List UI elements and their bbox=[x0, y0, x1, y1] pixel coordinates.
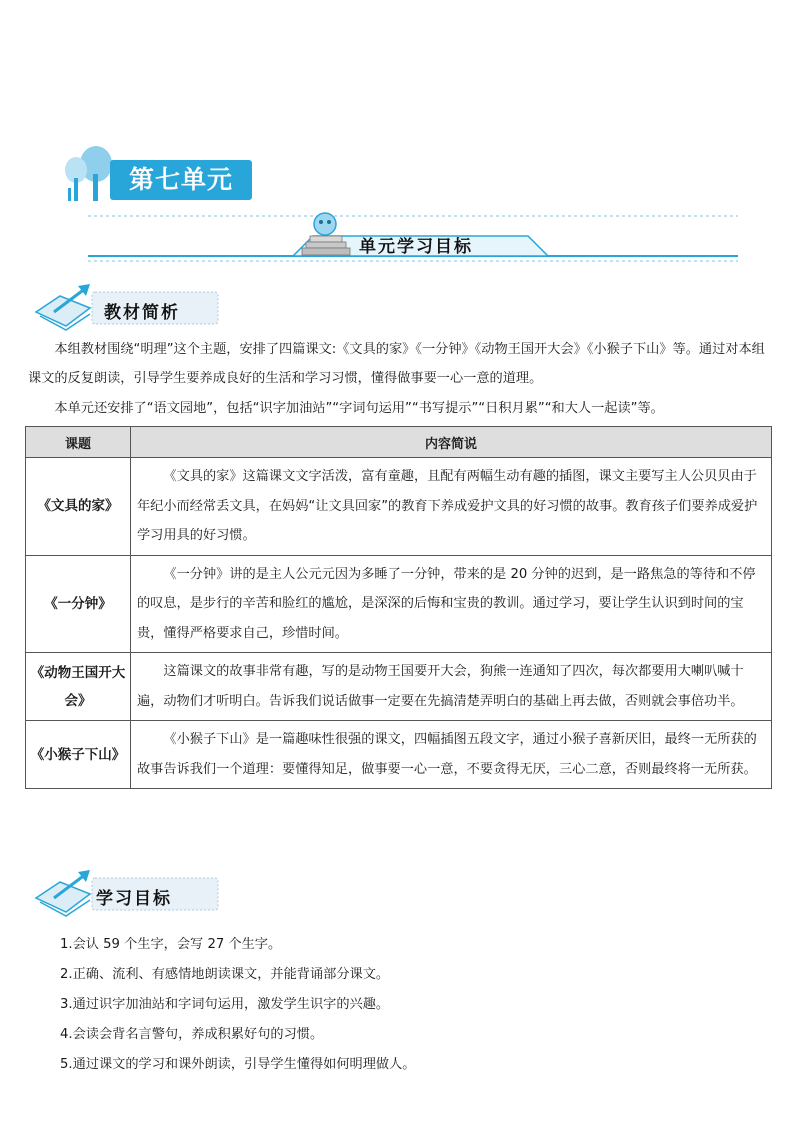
goal-item: 4.会读会背名言警句，养成积累好句的习惯。 bbox=[60, 1027, 324, 1042]
unit-header bbox=[62, 144, 262, 204]
table-row bbox=[26, 653, 772, 721]
unit-title: 第七单元 bbox=[110, 160, 252, 200]
goal-item: 1.会认 59 个生字，会写 27 个生字。 bbox=[60, 937, 282, 952]
table-row bbox=[26, 458, 772, 556]
lesson-title: 《小猴子下山》 bbox=[26, 721, 131, 789]
table-header-desc: 内容简说 bbox=[131, 427, 772, 458]
goal-item: 3.通过识字加油站和字词句运用，激发学生识字的兴趣。 bbox=[60, 997, 390, 1012]
section-goals-title: 学习目标 bbox=[96, 889, 172, 909]
goals-list bbox=[60, 930, 415, 1080]
lesson-title: 《动物王国开大会》 bbox=[26, 653, 131, 721]
unit-goal-banner bbox=[88, 210, 738, 270]
goal-item: 2.正确、流利、有感情地朗读课文，并能背诵部分课文。 bbox=[60, 967, 390, 982]
lesson-desc: 《文具的家》这篇课文文字活泼，富有童趣，且配有两幅生动有趣的插图，课文主要写主人公贝贝由于年纪小而经常丢文具，在妈妈“让文具回家”的教育下养成爱护文具的好习惯的故事。教育孩子们要养成爱护学习用具的好习惯。 bbox=[131, 458, 772, 556]
unit-goal-title: 单元学习目标 bbox=[359, 237, 473, 257]
lesson-desc: 这篇课文的故事非常有趣，写的是动物王国要开大会，狗熊一连通知了四次，每次都要用大喇叭喊十遍，动物们才听明白。告诉我们说话做事一定要在先搞清楚弄明白的基础上再去做，否则就会事倍功半。 bbox=[131, 653, 772, 721]
lesson-desc: 《一分钟》讲的是主人公元元因为多睡了一分钟，带来的是 20 分钟的迟到，是一路焦急的等待和不停的叹息，是步行的辛苦和脸红的尴尬，是深深的后悔和宝贵的教训。通过学习，要让学生认识到时间的宝贵，懂得严格要求自己，珍惜时间。 bbox=[131, 555, 772, 653]
section-material-header bbox=[32, 282, 222, 336]
table-row bbox=[26, 721, 772, 789]
lesson-desc: 《小猴子下山》是一篇趣味性很强的课文，四幅插图五段文字，通过小猴子喜新厌旧，最终一无所获的故事告诉我们一个道理：要懂得知足，做事要一心一意，不要贪得无厌，三心二意，否则最终将一无所获。 bbox=[131, 721, 772, 789]
goal-item: 5.通过课文的学习和课外朗读，引导学生懂得如何明理做人。 bbox=[60, 1057, 416, 1072]
section-material-title: 教材简析 bbox=[104, 303, 180, 323]
intro-paragraph-2: 本单元还安排了“语文园地”，包括“识字加油站”“字词句运用”“书写提示”“日积月累”“和大人一起读”等。 bbox=[54, 401, 664, 416]
content-table bbox=[25, 426, 772, 789]
tree-icon bbox=[62, 144, 114, 202]
table-row bbox=[26, 555, 772, 653]
lesson-title: 《文具的家》 bbox=[26, 458, 131, 556]
lesson-title: 《一分钟》 bbox=[26, 555, 131, 653]
table-header-row bbox=[26, 427, 772, 458]
table-header-title: 课题 bbox=[26, 427, 131, 458]
intro-paragraph-1: 本组教材围绕“明理”这个主题，安排了四篇课文:《文具的家》《一分钟》《动物王国开大会》《小猴子下山》等。通过对本组课文的反复朗读，引导学生要养成良好的生活和学习习惯，懂得做事要一心一意的道理。 bbox=[28, 342, 765, 386]
section-goals-header bbox=[32, 868, 222, 922]
